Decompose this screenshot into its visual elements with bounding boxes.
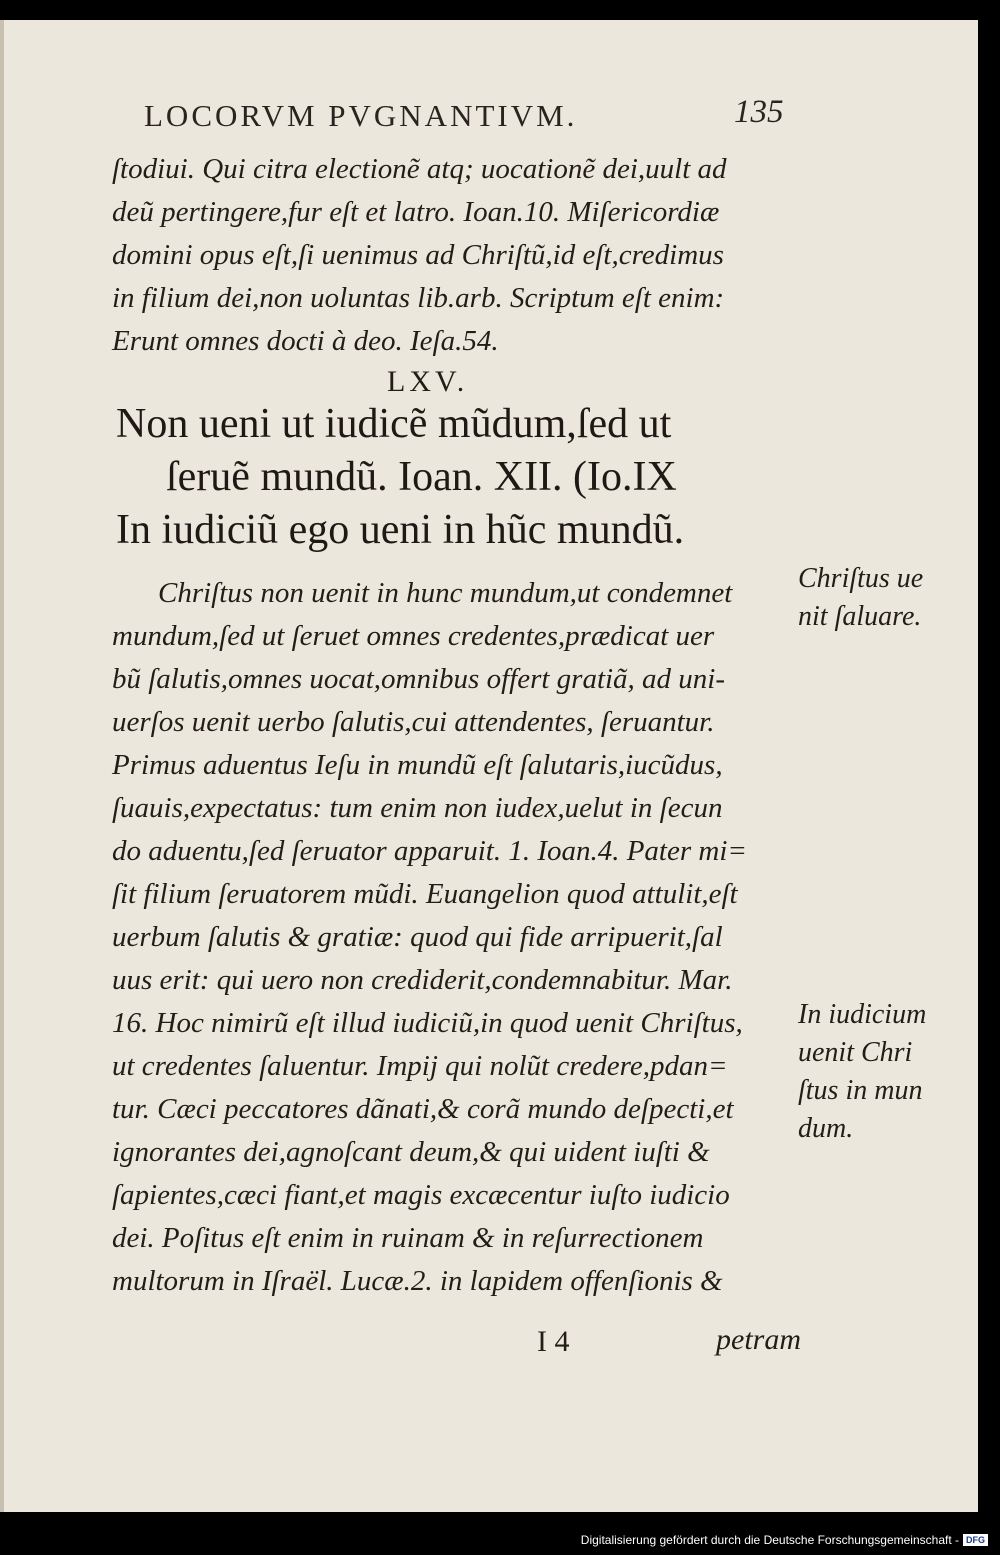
heading-line: Non ueni ut iudicẽ mũdum,ſed ut — [116, 401, 672, 447]
margin-note — [798, 560, 968, 636]
text-line: deũ pertingere,fur eſt et latro. Ioan.10. Miſericordiæ — [112, 196, 720, 228]
page-number: 135 — [734, 94, 784, 130]
dfg-logo-icon: DFG — [963, 1534, 988, 1546]
text-line: Chriſtus non uenit in hunc mundum,ut condemnet — [158, 577, 733, 609]
text-line: Erunt omnes docti à deo. Ieſa.54. — [112, 325, 499, 357]
signature-mark: I 4 — [537, 1325, 570, 1358]
text-line: in filium dei,non uoluntas lib.arb. Scriptum eſt enim: — [112, 282, 725, 314]
section-number: LXV. — [387, 365, 469, 398]
text-line: uus erit: qui uero non crediderit,condemnabitur. Mar. — [112, 964, 733, 996]
book-page — [0, 20, 978, 1512]
margin-note-line: dum. — [798, 1113, 854, 1144]
heading-line: In iudiciũ ego ueni in hũc mundũ. — [116, 507, 685, 553]
text-line: ſuauis,expectatus: tum enim non iudex,uelut in ſecun — [112, 792, 723, 824]
margin-note-line: nit ſaluare. — [798, 601, 922, 632]
section-heading — [116, 398, 806, 557]
margin-note-line: Chriſtus ue — [798, 563, 924, 594]
heading-line: ſeruẽ mundũ. Ioan. XII. (Io.IX — [166, 454, 677, 500]
text-line: ignorantes dei,agnoſcant deum,& qui uident iuſti & — [112, 1136, 710, 1168]
text-line: Primus aduentus Ieſu in mundũ eſt ſalutaris,iucũdus, — [112, 749, 723, 781]
text-line: 16. Hoc nimirũ eſt illud iudiciũ,in quod uenit Chriſtus, — [112, 1007, 743, 1039]
text-line: ſit filium ſeruatorem mũdi. Euangelion quod attulit,eſt — [112, 878, 738, 910]
digitization-credit — [581, 1533, 988, 1547]
margin-note-line: In iudicium — [798, 999, 927, 1030]
catchword: petram — [716, 1323, 801, 1356]
text-line: tur. Cæci peccatores dãnati,& corã mundo deſpecti,et — [112, 1093, 734, 1125]
margin-note-line: uenit Chri — [798, 1037, 913, 1068]
running-title: LOCORVM PVGNANTIVM. — [144, 98, 578, 133]
body-text-top — [112, 148, 802, 363]
body-text-main — [112, 572, 802, 1303]
text-line: dei. Poſitus eſt enim in ruinam & in reſurrectionem — [112, 1222, 704, 1254]
margin-note — [798, 996, 968, 1148]
text-line: uerbum ſalutis & gratiæ: quod qui fide arripuerit,ſal — [112, 921, 723, 953]
text-line: ut credentes ſaluentur. Impij qui nolũt credere,pdan= — [112, 1050, 728, 1082]
text-line: mundum,ſed ut ſeruet omnes credentes,prædicat uer — [112, 620, 715, 652]
text-line: domini opus eſt,ſi uenimus ad Chriſtũ,id eſt,credimus — [112, 239, 724, 271]
text-line: ſapientes,cæci fiant,et magis excæcentur iuſto iudicio — [112, 1179, 730, 1211]
text-line: uerſos uenit uerbo ſalutis,cui attendentes, ſeruantur. — [112, 706, 715, 738]
text-line: ſtodiui. Qui citra electionẽ atq; uocationẽ dei,uult ad — [112, 153, 727, 185]
text-line: do aduentu,ſed ſeruator apparuit. 1. Ioan.4. Pater mi= — [112, 835, 747, 867]
credit-text: Digitalisierung gefördert durch die Deutsche Forschungsgemeinschaft - — [580, 1533, 959, 1547]
text-line: multorum in Iſraël. Lucæ.2. in lapidem offenſionis & — [112, 1265, 723, 1297]
margin-note-line: ſtus in mun — [798, 1075, 923, 1106]
text-line: bũ ſalutis,omnes uocat,omnibus offert gratiã, ad uni- — [112, 663, 726, 695]
